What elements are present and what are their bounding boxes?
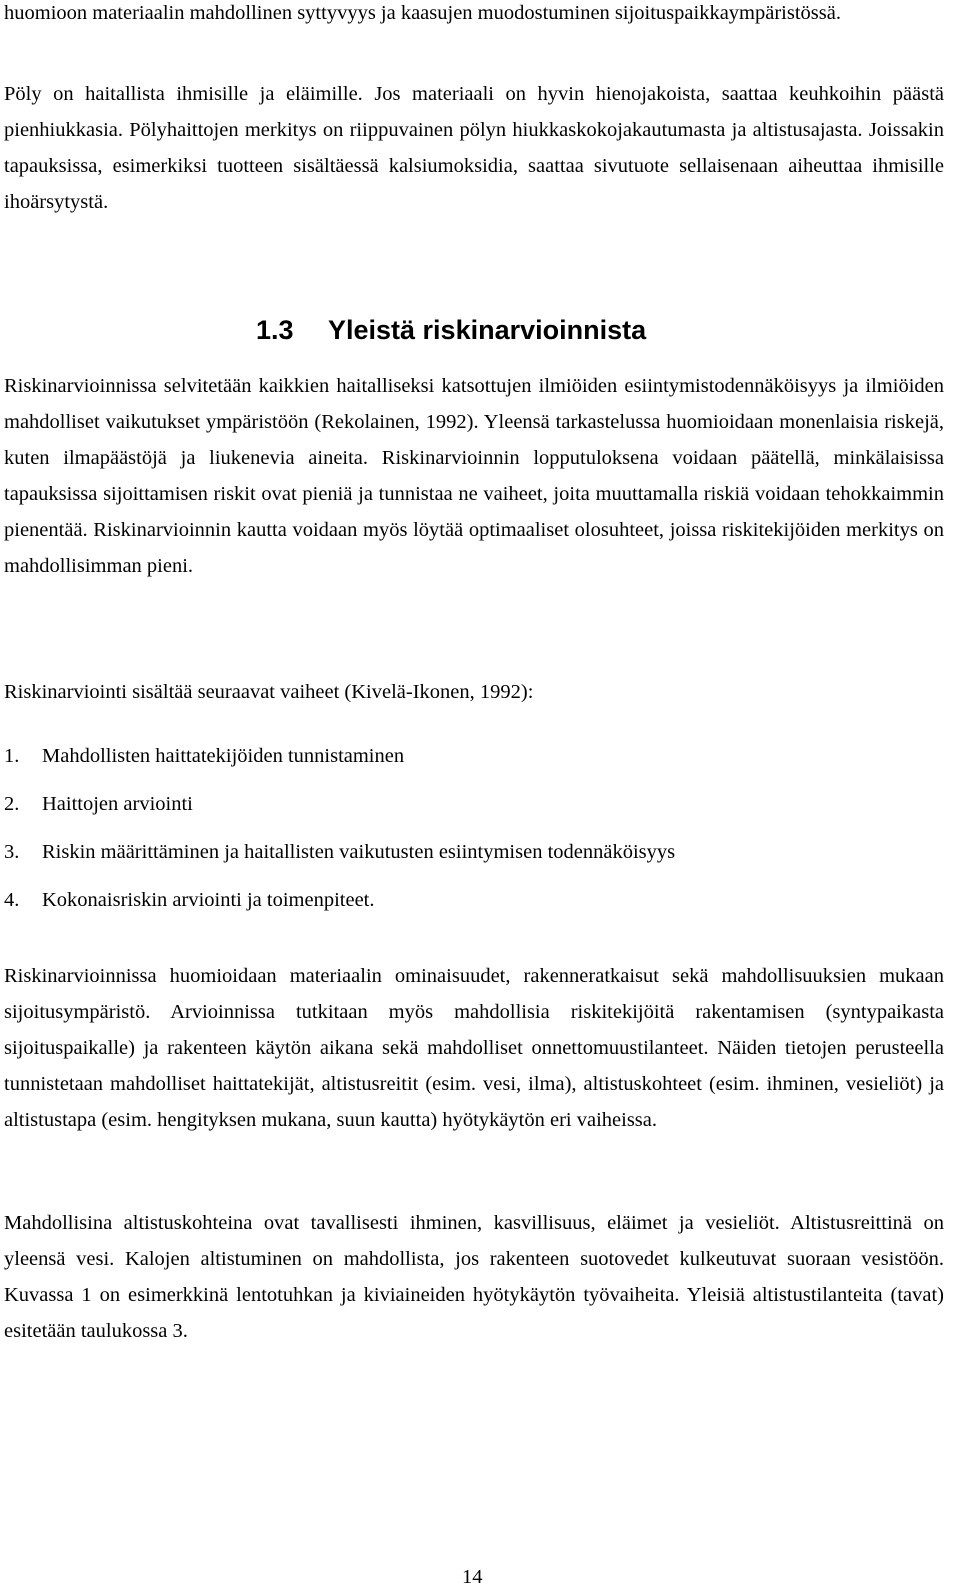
list-item-text: Mahdollisten haittatekijöiden tunnistaminen: [42, 745, 405, 767]
paragraph-risk-assessment: Riskinarvioinnissa selvitetään kaikkien haitalliseksi katsottujen ilmiöiden esiintymistodennäköisyys ja ilmiöiden mahdolliset vaikutukset ympäristöön (Rekolainen, 1992). Yleensä tarkastelussa huomioidaan monenlaisia riskejä, kuten ilmapäästöjä ja liukenevia aineita. Riskinarvioinnin lopputuloksena voidaan päätellä, minkälaisissa tapauksissa sijoittamisen riskit ovat pieniä ja tunnistaa ne vaiheet, joita muuttamalla riskiä voidaan tehokkaimmin pienentää. Riskinarvioinnin kautta voidaan myös löytää optimaaliset olosuhteet, joissa riskitekijöiden merkitys on mahdollisimman pieni.: [4, 375, 944, 577]
paragraph-exposure-targets: Mahdollisina altistuskohteina ovat tavallisesti ihminen, kasvillisuus, eläimet ja vesieliöt. Altistusreittinä on yleensä vesi. Kalojen altistuminen on mahdollista, jos rakenteen suotovedet kulkeutuvat suoraan vesistöön. Kuvassa 1 on esimerkkinä lentotuhkan ja kiviaineiden hyötykäytön työvaiheita. Yleisiä altistustilanteita (tavat) esitetään taulukossa 3.: [4, 1212, 944, 1342]
list-item-number: 1.: [4, 745, 20, 767]
phase-list: [4, 738, 944, 930]
list-item: [4, 882, 944, 930]
list-item-number: 3.: [4, 841, 20, 863]
list-item-text: Riskin määrittäminen ja haitallisten vaikutusten esiintymisen todennäköisyys: [42, 841, 676, 863]
section-heading: [256, 310, 646, 350]
page-number: 14: [462, 1566, 483, 1588]
list-item-number: 4.: [4, 889, 20, 911]
list-item: [4, 786, 944, 834]
paragraph-dust: Pöly on haitallista ihmisille ja eläimille. Jos materiaali on hyvin hienojakoista, saattaa keuhkoihin päästä pienhiukkasia. Pölyhaittojen merkitys on riippuvainen pölyn hiukkaskokojakautumasta ja altistusajasta. Joissakin tapauksissa, esimerkiksi tuotteen sisältäessä kalsiumoksidia, saattaa sivutuote sellaisenaan aiheuttaa ihmisille ihoärsytystä.: [4, 83, 944, 213]
paragraph-flammability: huomioon materiaalin mahdollinen syttyvyys ja kaasujen muodostuminen sijoituspaikkaympäristössä.: [4, 2, 841, 24]
document-page: [4, 0, 944, 1596]
paragraph-considerations: Riskinarvioinnissa huomioidaan materiaalin ominaisuudet, rakenneratkaisut sekä mahdollisuuksien mukaan sijoitusympäristö. Arvioinnissa tutkitaan myös mahdollisia riskitekijöitä rakentamisen (syntypaikasta sijoituspaikalle) ja rakenteen käytön aikana sekä mahdolliset onnettomuustilanteet. Näiden tietojen perusteella tunnistetaan mahdolliset haittatekijät, altistusreitit (esim. vesi, ilma), altistuskohteet (esim. ihminen, vesieliöt) ja altistustapa (esim. hengityksen mukana, suun kautta) hyötykäytön eri vaiheissa.: [4, 965, 944, 1131]
section-number: 1.3: [256, 315, 294, 345]
list-item-number: 2.: [4, 793, 20, 815]
list-item: [4, 834, 944, 882]
section-title: Yleistä riskinarvioinnista: [328, 315, 647, 345]
list-item-text: Kokonaisriskin arviointi ja toimenpiteet.: [42, 889, 375, 911]
list-item-text: Haittojen arviointi: [42, 793, 193, 815]
list-item: [4, 738, 944, 786]
paragraph-phases-intro: Riskinarviointi sisältää seuraavat vaiheet (Kivelä-Ikonen, 1992):: [4, 681, 534, 703]
